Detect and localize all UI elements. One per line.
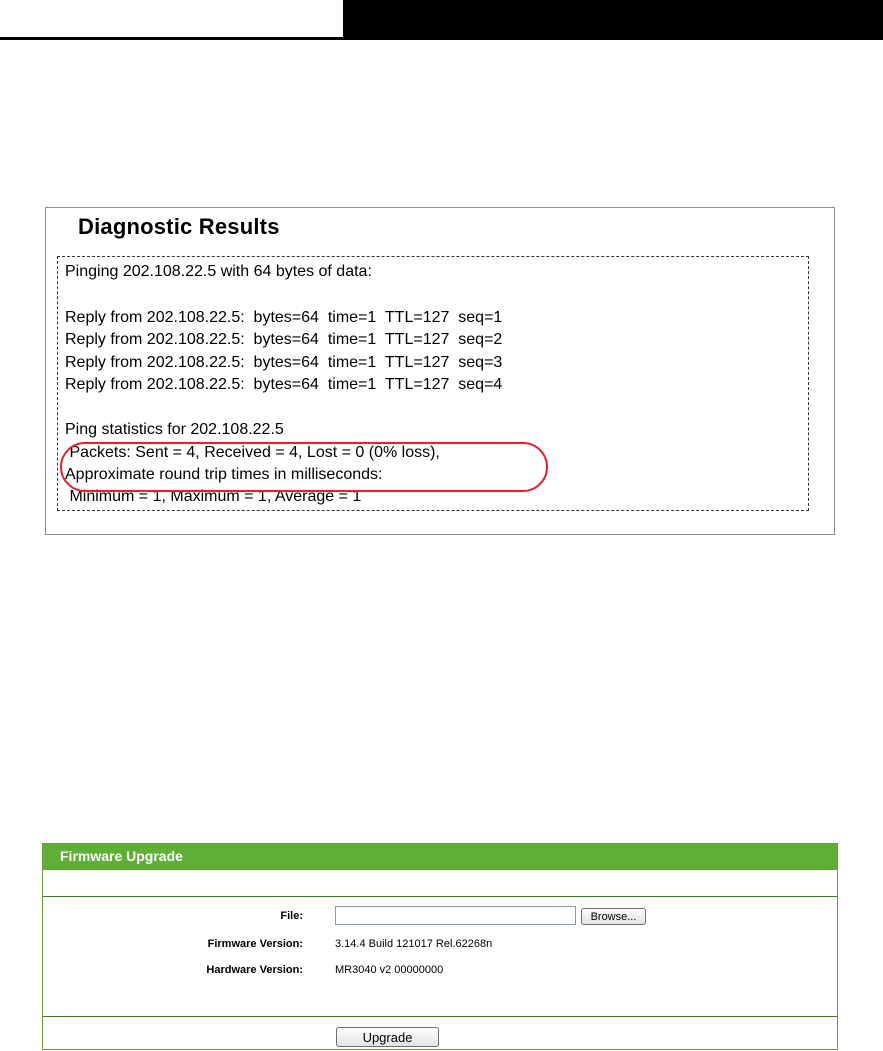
output-line: Pinging 202.108.22.5 with 64 bytes of data: (65, 263, 372, 280)
firmware-version-label: Firmware Version: (207, 938, 303, 950)
output-line: Reply from 202.108.22.5: bytes=64 time=1 TTL=127 seq=4 (65, 376, 503, 393)
upgrade-button[interactable]: Upgrade (336, 1027, 439, 1047)
diagnostic-output-box (57, 256, 809, 511)
diagnostic-results-title: Diagnostic Results (78, 214, 280, 239)
section-divider (43, 896, 837, 897)
page-header-bar (343, 0, 883, 37)
firmware-upgrade-titlebar (43, 844, 837, 870)
output-line: Ping statistics for 202.108.22.5 (65, 421, 284, 438)
page-header-rule (0, 37, 883, 40)
highlight-annotation (60, 442, 548, 492)
diagnostic-results-panel (45, 207, 835, 535)
section-divider (43, 1016, 837, 1017)
browse-button[interactable]: Browse... (581, 908, 646, 925)
firmware-upgrade-panel (42, 843, 838, 1050)
output-line: Packets: Sent = 4, Received = 4, Lost = 0 (0% loss), (65, 444, 440, 461)
output-line: Reply from 202.108.22.5: bytes=64 time=1 TTL=127 seq=2 (65, 331, 503, 348)
output-line: Approximate round trip times in milliseconds: (65, 466, 383, 483)
output-line: Reply from 202.108.22.5: bytes=64 time=1 TTL=127 seq=1 (65, 309, 503, 326)
hardware-version-label: Hardware Version: (206, 964, 303, 976)
file-label: File: (280, 910, 303, 922)
file-path-input[interactable] (335, 906, 576, 925)
firmware-upgrade-title: Firmware Upgrade (60, 848, 183, 864)
output-line: Minimum = 1, Maximum = 1, Average = 1 (65, 488, 362, 505)
hardware-version-value: MR3040 v2 00000000 (335, 964, 444, 976)
firmware-version-value: 3.14.4 Build 121017 Rel.62268n (335, 938, 493, 950)
output-line: Reply from 202.108.22.5: bytes=64 time=1 TTL=127 seq=3 (65, 354, 503, 371)
